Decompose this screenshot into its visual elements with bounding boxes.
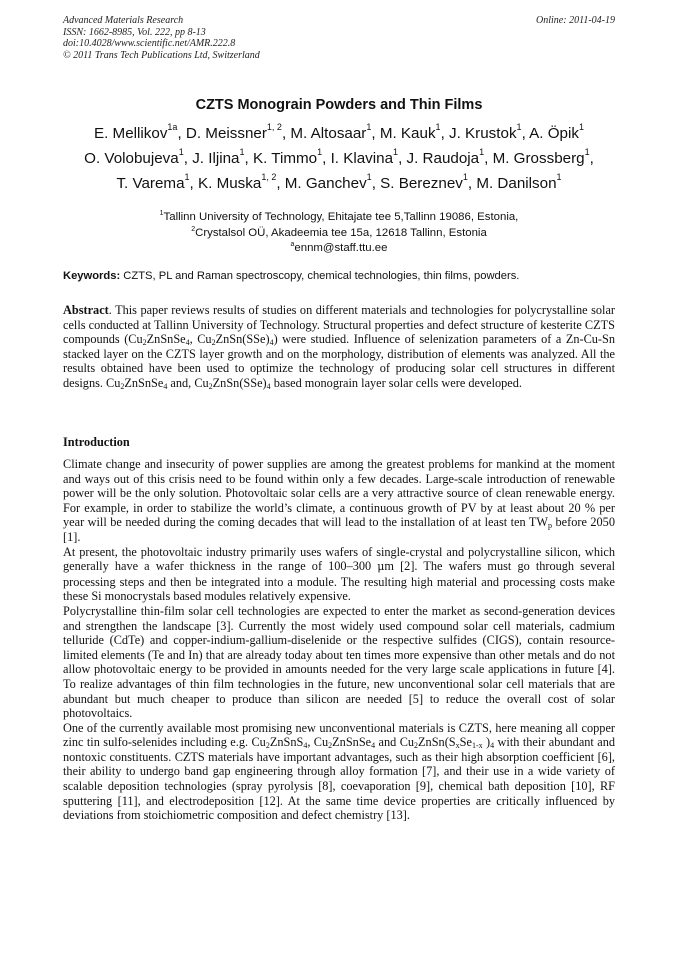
keywords-text: CZTS, PL and Raman spectroscopy, chemical technologies, thin films, powders. [120, 270, 520, 282]
issn-line: ISSN: 1662-8985, Vol. 222, pp 8-13 [63, 26, 206, 38]
email-mark: a [290, 241, 295, 248]
subscript: x [455, 741, 460, 751]
subscript: 4 [163, 381, 168, 391]
author-affiliation-mark: 1 [393, 147, 399, 157]
abstract [63, 303, 615, 391]
subscript: 4 [185, 338, 190, 348]
affiliation-text: Crystalsol OÜ, Akadeemia tee 15a, 12618 Tallinn, Estonia [195, 226, 487, 239]
section-heading-introduction: Introduction [63, 435, 130, 449]
author-affiliation-mark: 1 [435, 122, 441, 132]
paragraph-text: Se [459, 735, 472, 750]
subscript: 2 [265, 741, 270, 751]
subscript: 2 [414, 741, 419, 751]
author-affiliation-mark: 1 [239, 147, 245, 157]
subscript: 2 [208, 381, 213, 391]
author-list: E. Mellikov$^{1a}$, D. Meissner$^{1, 2}$, M. Altosaar$^1$, M. Kauk$^1$, J. Krustok$^1$, A. Öpik$^1$ O. Volobujeva$^1$, J. Iljina$^1$, K. Timmo$^1$, I. Klavina$^1$, J. Raudoja$^1$, M. Grossberg$^1$, T. Varema$^1$, K. Muska$^{1, 2}$, M. Ganchev$^1$, S. Bereznev$^1$, M. Danilson$^1$ [84, 122, 594, 192]
publication-header [63, 15, 615, 61]
paper-title: CZTS Monograin Powders and Thin Films [195, 97, 483, 113]
affiliation-mark: 2 [191, 225, 196, 233]
keywords [63, 270, 623, 282]
abstract-text: ZnSnSe [124, 375, 164, 390]
subscript: 4 [371, 741, 376, 751]
online-date: Online: 2011-04-19 [536, 15, 615, 26]
author: S. Bereznev [380, 175, 463, 192]
greek-mu: μ [377, 560, 385, 574]
corresponding-email[interactable] [0, 241, 678, 257]
author: E. Mellikov [93, 125, 168, 142]
subscript: 4 [269, 338, 274, 348]
copyright-line: © 2011 Trans Tech Publications Ltd, Switzerland [63, 49, 260, 61]
paragraph: Polycrystalline thin-film solar cell technologies are expected to enter the market as second-generation devices and strengthen the landscape [3]. Currently the most widely used compound solar cell materials, cadmium telluride (CdTe) and copper-indium-gallium-diselenide or the respective sulfides (CIGS), contain resource-limited elements (Te and In) that are already today about ten times more expensive than other metals and do not allow photovoltaic energy to be provided in amounts needed for the very large scale applications in future [4]. To realize advantages of thin film technologies in the future, new unconventional solar cell materials that are abundant but much cheaper to produce than silicon are needed [5] to reduce the overall cost of solar photovoltaics. [63, 603, 615, 721]
paragraph [63, 545, 615, 604]
author-affiliation-mark: 1 [184, 172, 190, 182]
author: K. Timmo [252, 150, 318, 167]
paragraph-text: ZnSnS [269, 735, 304, 750]
subscript: p [548, 521, 553, 531]
affiliations [0, 210, 678, 257]
author: M. Danilson [476, 175, 557, 192]
author-affiliation-mark: 1 [578, 122, 584, 132]
paragraph-text: before 2050 [1]. [63, 515, 615, 544]
abstract-text: ZnSn(SSe) [212, 375, 267, 390]
author: M. Altosaar [290, 125, 367, 142]
abstract-text: . This paper reviews results of studies on different materials and technologies for polycrystalline solar cells conducted at Tallinn University of Technology. Structural properties and defect structure of kesterite CZTS compounds (Cu [63, 303, 615, 347]
author-affiliation-mark: 1 [317, 147, 323, 157]
author: O. Volobujeva [84, 150, 179, 167]
paragraph [63, 457, 615, 545]
subscript: 2 [120, 381, 125, 391]
subscript: 2 [142, 338, 147, 348]
paragraph-text: with their abundant and nontoxic constituents. CZTS materials have important advantages, such as their high absorption coefficient [6], their ability to undergo band gap engineering through alloy formation [7], and their use in a wide variety of scalable deposition technologies (spray pyrolysis [8], coevaporation [9], chemical bath deposition [10], RF sputtering [11], and electrodeposition [12]. At the same time device properties are critically influenced by deviations from stoichiometric composition and defect chemistry [13]. [63, 735, 615, 823]
affiliation-2 [0, 226, 678, 242]
paragraph-text: m [2]. The wafers must go through several processing steps and then be integrated into a module. The resulting high material and processing costs make these Si monocrystals based modules relatively expensive. [63, 559, 615, 604]
author-affiliation-mark: 1 [584, 147, 590, 157]
paragraph-text: ZnSn(S [418, 735, 456, 750]
paragraph-text: Climate change and insecurity of power supplies are among the greatest problems for mankind at the moment and ways out of this crisis need to be found within only a few decades. Large-scale introduction of renewable power will be the only solution. Photovoltaic solar cells are a very attractive source of clean renewable energy. For example, in order to stabilize the world’s climate, a continuous growth of PV by at least about 20 % per year will be needed during the coming decades that will lead to the installation of at least ten TW [63, 457, 615, 530]
author: J. Iljina [192, 150, 240, 167]
author-affiliation-mark: 1a [167, 122, 178, 132]
author-affiliation-mark: 1 [178, 147, 184, 157]
subscript: 4 [490, 741, 495, 751]
subscript: 4 [266, 381, 271, 391]
subscript: 2 [328, 741, 333, 751]
subscript: 2 [211, 338, 216, 348]
author-affiliation-mark: 1 [366, 172, 372, 182]
paragraph-text: ) [482, 735, 491, 750]
author: A. Öpik [529, 125, 579, 142]
author: M. Kauk [379, 125, 436, 142]
author: M. Ganchev [284, 175, 367, 192]
author-affiliation-mark: 1, 2 [266, 122, 282, 132]
abstract-text: ZnSn(SSe) [215, 332, 270, 347]
subscript: 1-x [471, 741, 483, 751]
author: K. Muska [198, 175, 262, 192]
author: J. Raudoja [406, 150, 480, 167]
abstract-label: Abstract [63, 303, 109, 317]
abstract-text: based monograin layer solar cells were developed. [270, 375, 522, 390]
abstract-text: ) were studied. Influence of selenization parameters of a Zn-Cu-Sn stacked layer on the CZTS layer growth and on the morphology, distribution of elements was analyzed. All the results obtained have been used to optimize the technology of producing solar cell structures in different designs. Cu [63, 332, 616, 390]
author-affiliation-mark: 1 [516, 122, 522, 132]
author: M. Grossberg [492, 150, 585, 167]
keywords-label: Keywords: [63, 270, 121, 282]
affiliation-text: Tallinn University of Technology, Ehitajate tee 5,Tallinn 19086, Estonia, [163, 211, 519, 223]
author-affiliation-mark: 1 [366, 122, 372, 132]
subscript: 4 [303, 741, 308, 751]
paragraph-text: , Cu [307, 735, 329, 750]
abstract-text: and, Cu [167, 375, 209, 390]
paragraph [63, 721, 615, 823]
author: I. Klavina [330, 150, 394, 167]
paragraph-text: At present, the photovoltaic industry primarily uses wafers of single-crystal and polycrystalline silicon, which generally have a wafer thickness in the range of 100–300 [63, 544, 615, 574]
author-affiliation-mark: 1, 2 [261, 172, 277, 182]
paragraph-text: ZnSnSe [332, 735, 372, 750]
doi-line: doi:10.4028/www.scientific.net/AMR.222.8 [63, 38, 236, 50]
author: J. Krustok [449, 125, 517, 142]
introduction-body [63, 457, 615, 823]
author-affiliation-mark: 1 [462, 172, 468, 182]
affiliation-mark: 1 [159, 210, 164, 217]
author: T. Varema [116, 175, 185, 192]
paragraph-text: and Cu [375, 735, 415, 750]
affiliation-1 [0, 210, 678, 226]
abstract-text: , Cu [189, 332, 212, 347]
author-affiliation-mark: 1 [479, 147, 485, 157]
abstract-text: ZnSnSe [146, 332, 186, 347]
author-affiliation-mark: 1 [556, 172, 562, 182]
email-address[interactable]: ennm@staff.ttu.ee [294, 242, 388, 254]
author: D. Meissner [185, 125, 267, 142]
journal-name: Advanced Materials Research [63, 15, 184, 26]
paragraph-text: One of the currently available most promising new unconventional materials is CZTS, here meaning all copper zinc tin sulfo-selenides including e.g. Cu [63, 720, 615, 750]
